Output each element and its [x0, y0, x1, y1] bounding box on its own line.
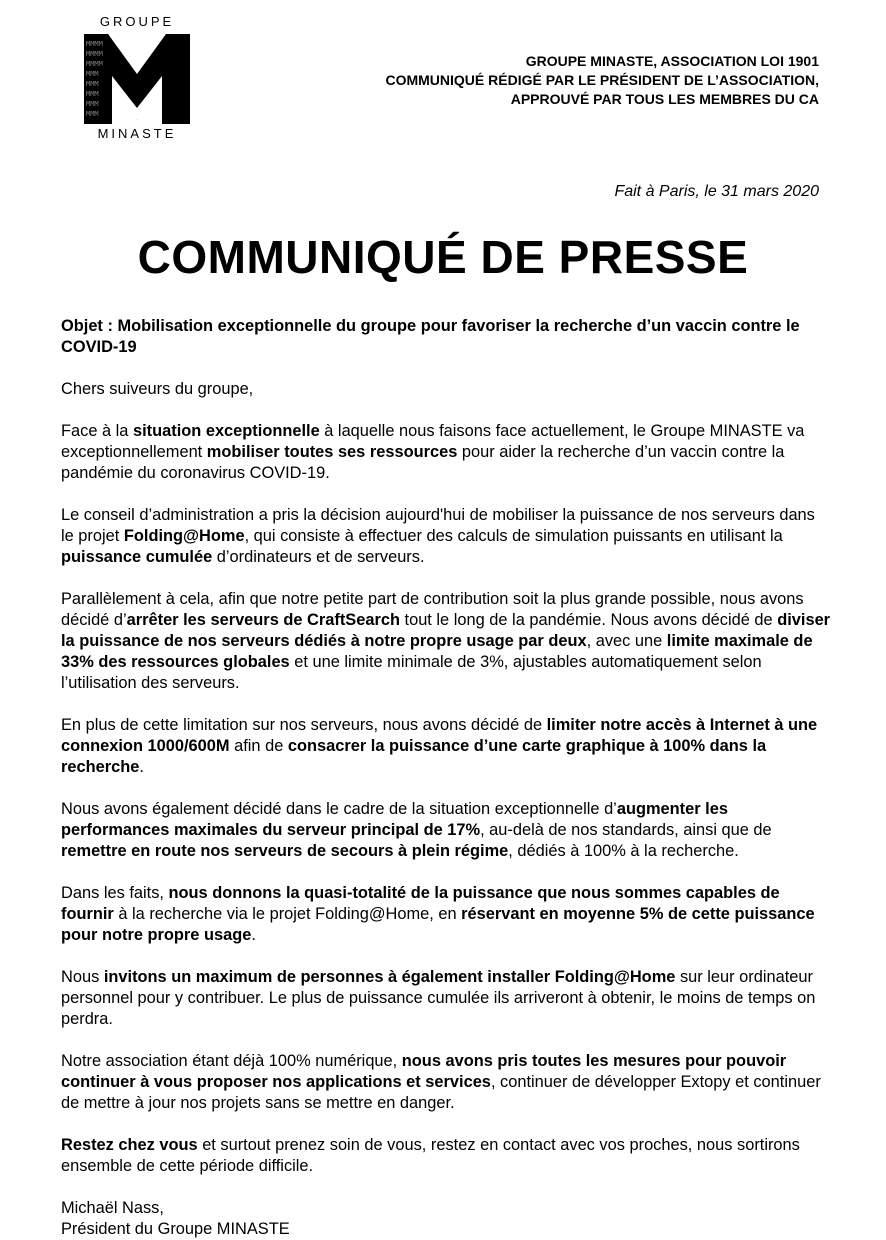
- emphasis: nous donnons la quasi-totalité de la puissance que nous sommes capables de fournir: [61, 884, 780, 923]
- text: pour aider la recherche d’un vaccin contre la pandémie du coronavirus COVID-19.: [61, 443, 785, 482]
- emphasis: invitons un maximum de personnes à également installer Folding@Home: [103, 968, 676, 986]
- text: et une limite minimale de 3%, ajustables automatiquement selon l’utilisation des serveurs.: [61, 653, 762, 692]
- greeting: Chers suiveurs du groupe,: [61, 380, 254, 398]
- emphasis: limite maximale de 33% des ressources globales: [61, 632, 813, 671]
- org-header-line: APPROUVÉ PAR TOUS LES MEMBRES DU CA: [510, 91, 819, 107]
- document-title: COMMUNIQUÉ DE PRESSE: [137, 231, 749, 283]
- document-date: Fait à Paris, le 31 mars 2020: [614, 183, 819, 200]
- emphasis: diviser la puissance de nos serveurs dédiés à notre propre usage par deux: [61, 611, 831, 650]
- paragraph-5: [61, 799, 831, 862]
- signature: [61, 1198, 831, 1240]
- signature-name: Michaël Nass,: [61, 1199, 164, 1217]
- text: En plus de cette limitation sur nos serveurs, nous avons décidé de: [61, 716, 547, 734]
- paragraph-7: [61, 967, 831, 1030]
- svg-text:MMMM: MMMM: [86, 40, 103, 48]
- emphasis: remettre en route nos serveurs de secours à plein régime: [61, 842, 509, 860]
- org-header: [385, 52, 819, 109]
- emphasis: nous avons pris toutes les mesures pour pouvoir continuer à vous proposer nos applications et services: [61, 1052, 787, 1091]
- document-body: [61, 316, 831, 1240]
- paragraph-1: [61, 421, 831, 484]
- text: .: [139, 758, 144, 776]
- logo-m-mark: [84, 34, 190, 124]
- text: à laquelle nous faisons face actuellement, le Groupe MINASTE va exceptionnellement: [61, 422, 805, 461]
- paragraph-2: [61, 505, 831, 568]
- paragraph-6: [61, 883, 831, 946]
- paragraph-8: [61, 1051, 831, 1114]
- text: Face à la: [61, 422, 133, 440]
- paragraph-4: [61, 715, 831, 778]
- text: Nous: [61, 968, 104, 986]
- text: , continuer de développer Extopy et continuer de mettre à jour nos projets sans se mettre en danger.: [61, 1073, 821, 1112]
- svg-text:MMMM: MMMM: [86, 60, 103, 68]
- emphasis: augmenter les performances maximales du serveur principal de 17%: [61, 800, 728, 839]
- text: , qui consiste à effectuer des calculs de simulation puissants en utilisant la: [244, 527, 783, 545]
- paragraph-9: [61, 1135, 831, 1177]
- svg-text:MMMM: MMMM: [86, 50, 103, 58]
- emphasis: Folding@Home: [123, 527, 245, 545]
- text: Notre association étant déjà 100% numérique,: [61, 1052, 402, 1070]
- text: , avec une: [586, 632, 667, 650]
- text: d’ordinateurs et de serveurs.: [212, 548, 425, 566]
- svg-text:MMM: MMM: [86, 100, 99, 108]
- org-header-line: COMMUNIQUÉ RÉDIGÉ PAR LE PRÉSIDENT DE L’ASSOCIATION,: [385, 72, 819, 88]
- text: et surtout prenez soin de vous, restez en contact avec vos proches, nous sortirons ensemble de cette période difficile.: [61, 1136, 800, 1175]
- logo-top-word: GROUPE: [99, 14, 175, 29]
- group-logo: [84, 14, 190, 141]
- paragraph-3: [61, 589, 831, 694]
- text: , au-delà de nos standards, ainsi que de: [480, 821, 772, 839]
- text: afin de: [229, 737, 288, 755]
- text: à la recherche via le projet Folding@Home, en: [113, 905, 462, 923]
- emphasis: mobiliser toutes ses ressources: [206, 443, 458, 461]
- text: Dans les faits,: [61, 884, 169, 902]
- text: Le conseil d’administration a pris la décision aujourd'hui de mobiliser la puissance de nos serveurs dans le projet: [61, 506, 815, 545]
- text: tout le long de la pandémie. Nous avons décidé de: [399, 611, 778, 629]
- text: Nous avons également décidé dans le cadre de la situation exceptionnelle d’: [61, 800, 617, 818]
- text: .: [251, 926, 256, 944]
- text: Parallèlement à cela, afin que notre petite part de contribution soit la plus grande possible, nous avons décidé d’: [61, 590, 804, 629]
- subject-line: Objet : Mobilisation exceptionnelle du groupe pour favoriser la recherche d’un vaccin contre le COVID-19: [61, 317, 800, 356]
- emphasis: Restez chez vous: [61, 1136, 198, 1154]
- org-header-line: GROUPE MINASTE, ASSOCIATION LOI 1901: [525, 53, 819, 69]
- svg-text:MMM: MMM: [86, 70, 99, 78]
- svg-text:MMM: MMM: [86, 80, 99, 88]
- logo-letter: M: [136, 120, 138, 121]
- signature-role: Président du Groupe MINASTE: [61, 1220, 290, 1238]
- emphasis: puissance cumulée: [61, 548, 213, 566]
- emphasis: limiter notre accès à Internet à une connexion 1000/600M: [61, 716, 818, 755]
- text: sur leur ordinateur personnel pour y contribuer. Le plus de puissance cumulée ils arriveront à obtenir, le moins de temps on perdra.: [61, 968, 816, 1028]
- emphasis: réservant en moyenne 5% de cette puissance pour notre propre usage: [61, 905, 815, 944]
- text: , dédiés à 100% à la recherche.: [508, 842, 739, 860]
- logo-bottom-word: MINASTE: [97, 126, 177, 141]
- svg-text:MMM: MMM: [86, 110, 99, 118]
- emphasis: situation exceptionnelle: [132, 422, 320, 440]
- emphasis: consacrer la puissance d’une carte graphique à 100% dans la recherche: [61, 737, 767, 776]
- emphasis: arrêter les serveurs de CraftSearch: [126, 611, 400, 629]
- svg-text:MMM: MMM: [86, 90, 99, 98]
